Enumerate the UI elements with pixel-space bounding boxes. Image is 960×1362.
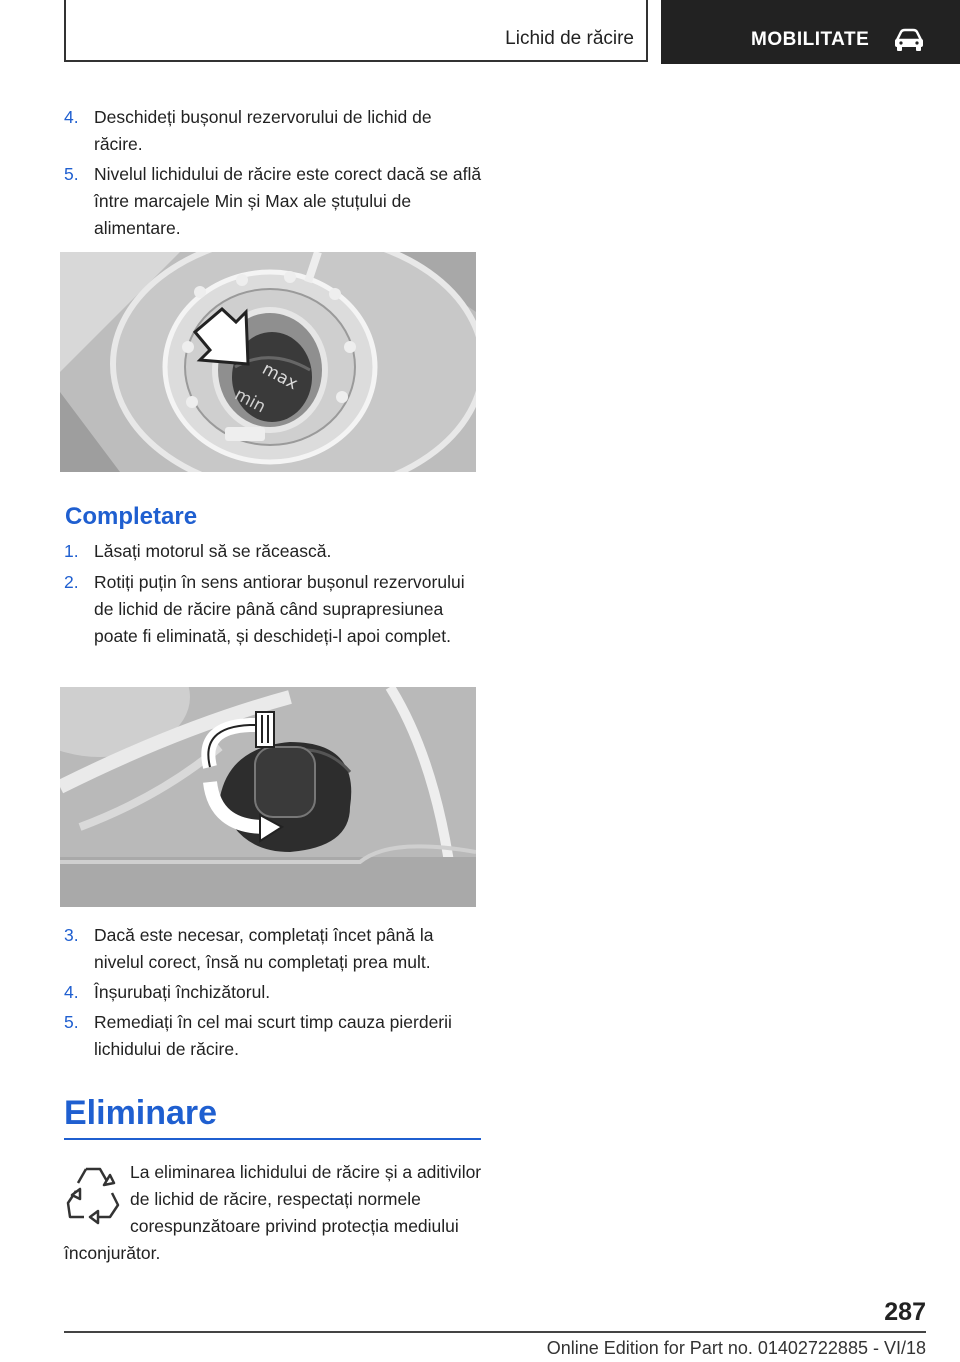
list-item (64, 979, 484, 1006)
step-text: Înșurubați închizătorul. (94, 982, 271, 1002)
car-icon (893, 26, 925, 52)
step-number: 4. (64, 982, 79, 1002)
section-heading-completare: Completare (65, 503, 198, 530)
header-category-box (661, 0, 960, 64)
list-item (64, 161, 484, 242)
step-number: 2. (64, 572, 79, 592)
step-number: 1. (64, 541, 79, 561)
environment-note (64, 1159, 484, 1267)
min-label: min (231, 384, 269, 418)
step-text: Dacă este necesar, completați încet până la nivelul corect, însă nu completați prea mult. (94, 925, 434, 972)
step-number: 5. (64, 1012, 79, 1032)
edition-footer: Online Edition for Part no. 01402722885 - VI/18 (546, 1338, 926, 1358)
section-title: Lichid de răcire (505, 28, 634, 49)
step-text: Nivelul lichidului de răcire este corect dacă se află între marcajele Min și Max ale ștuțului de alimentare. (94, 164, 482, 238)
list-item (64, 922, 484, 976)
list-item (64, 104, 484, 158)
recycle-icon (64, 1163, 122, 1225)
step-text: Remediați în cel mai scurt timp cauza pierderii lichidului de răcire. (94, 1012, 452, 1059)
header-section-box (64, 0, 648, 62)
step-text: Lăsați motorul să se răcească. (94, 541, 332, 561)
max-label: max (258, 359, 301, 395)
footer-rule (64, 1331, 926, 1333)
filler-neck-photo (60, 252, 476, 472)
heading-rule (64, 1138, 481, 1140)
page-number: 287 (884, 1298, 926, 1326)
step-number: 3. (64, 925, 79, 945)
step-text: Deschideți bușonul rezervorului de lichid de răcire. (94, 107, 432, 154)
step-number: 5. (64, 164, 79, 184)
list-item (64, 569, 484, 650)
category-label: MOBILITATE (751, 29, 870, 50)
step-text: Rotiți puțin în sens antiorar bușonul rezervorului de lichid de răcire până când suprapresiunea poate fi eliminată, și deschideți-l apoi complet. (94, 572, 465, 646)
step-number: 4. (64, 107, 79, 127)
reservoir-cap-photo (60, 687, 476, 907)
list-item (64, 1009, 484, 1063)
environment-note-text: La eliminarea lichidului de răcire și a aditivilor de lichid de răcire, respectați normele corespunzătoare privind protecția mediului înconjurător. (64, 1162, 482, 1263)
list-item (64, 538, 484, 565)
section-heading-eliminare: Eliminare (64, 1094, 218, 1132)
